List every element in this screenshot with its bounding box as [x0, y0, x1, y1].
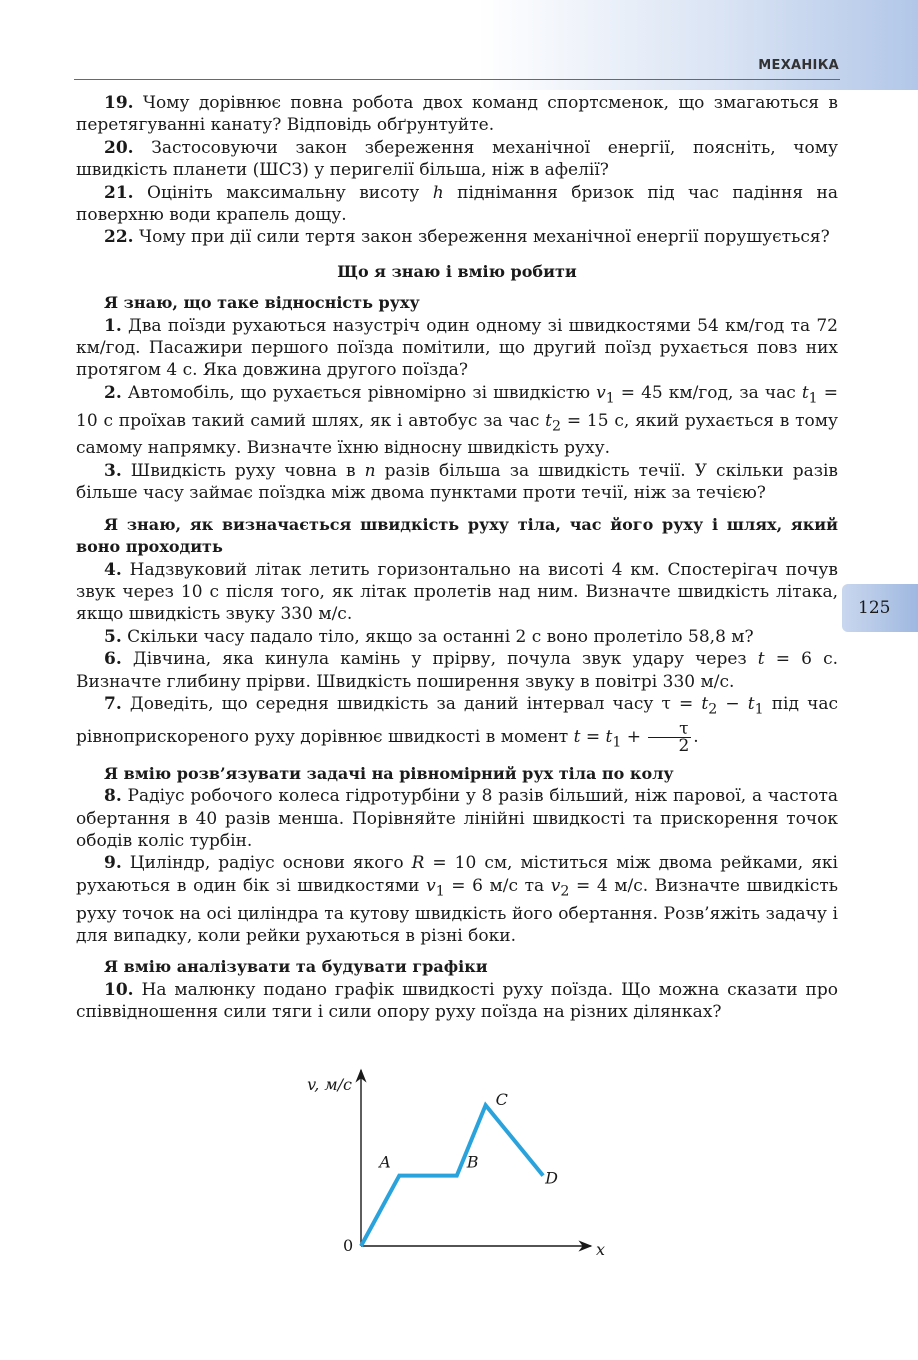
- question-10: 10. На малюнку подано графік швидкості руху поїзда. Що можна сказати про співвідношення сили тяги і сили опору руху поїзда на різних ділянках?: [76, 979, 838, 1023]
- question-19: 19. Чому дорівнює повна робота двох команд спортсменок, що змагаються в перетягуванні канату? Відповідь обґрунтуйте.: [76, 93, 838, 136]
- question-6: 6. Дівчина, яка кинула камінь у прірву, почула звук удару через t = 6 с. Визначте глибину прірви. Швидкість поширення звуку в повітрі 330 м/с.: [76, 649, 838, 692]
- question-4: 4. Надзвуковий літак летить горизонтально на висоті 4 км. Спостерігач почув звук через 10 с після того, як літак пролетів над ним. Визначте швидкість літака, якщо швидкість звуку 330 м/с.: [76, 559, 838, 625]
- velocity-graph: [280, 1062, 620, 1272]
- question-20: 20. Застосовуючи закон збереження механічної енергії, поясніть, чому швидкість планети (ШСЗ) у перигелії більша, ніж в афелії?: [76, 137, 838, 181]
- header-gradient: [478, 0, 918, 90]
- section-heading-circular-motion: Я вмію розв’язувати задачі на рівномірний рух тіла по колу: [104, 763, 674, 783]
- question-7: 7. Доведіть, що середня швидкість за даний інтервал часу $\tau = t_2 - t_1$ під час рівноприскореного руху дорівнює швидкості в момент $t = t_1$ + $\frac{\tau}{2}$ .: [76, 693, 838, 756]
- question-5: 5. Скільки часу падало тіло, якщо за останні 2 с воно пролетіло 58,8 м?: [104, 626, 754, 647]
- question-22: 22. Чому при дії сили тертя закон збереження механічної енергії порушується?: [104, 227, 830, 248]
- x-axis-label: x: [596, 1240, 606, 1259]
- page-number: 125: [858, 598, 891, 618]
- point-label-d: D: [545, 1168, 558, 1188]
- section-heading-graphs: Я вмію аналізувати та будувати графіки: [104, 957, 488, 977]
- page-content: [76, 92, 838, 1024]
- section-heading-relativity: Я знаю, що таке відносність руху: [104, 293, 420, 313]
- question-8: 8. Радіус робочого колеса гідротурбіни у 8 разів більший, ніж парової, а частота обертання в 40 разів менша. Порівняйте лінійні швидкості та прискорення точок ободів коліс турбін.: [76, 786, 838, 851]
- origin-label: 0: [343, 1236, 354, 1255]
- point-labels: [377, 1090, 558, 1187]
- section-title: МЕХАНІКА: [758, 58, 839, 73]
- point-label-b: B: [466, 1152, 479, 1172]
- question-2: 2. Автомобіль, що рухається рівномірно зі швидкістю $v_1 = 45$ км/год, за час $t_1 = 10$ с проїхав такий самий шлях, як і автобус за час $t_2 = 15$ с, який рухається в тому самому напрямку. Визначте їхню відносну швидкість руху.: [76, 382, 839, 459]
- fraction-tau-over-2: $\frac{\tau}{2}$: [648, 721, 691, 754]
- point-label-c: C: [495, 1090, 508, 1110]
- question-21: 21. Оцініть максимальну висоту h піднімання бризок під час падіння на поверхню води крапель дощу.: [76, 182, 838, 226]
- velocity-line: [361, 1105, 543, 1246]
- question-9: 9. Циліндр, радіус основи якого R = 10 см, міститься між двома рейками, які рухаються в один бік зі швидкостями $v_1 = 6$ м/с та $v_2 = 4$ м/с. Визначте швидкість руху точок на осі циліндра та кутову швидкість його обертання. Розв’яжіть задачу і для випадку, коли рейки рухаються в різні боки.: [76, 853, 838, 946]
- y-axis-label: v, м/с: [307, 1075, 352, 1094]
- point-label-a: A: [379, 1152, 391, 1172]
- header-rule: [74, 79, 840, 80]
- section-heading-speed-time-distance: Я знаю, як визначається швидкість руху тіла, час його руху і шлях, який воно проходить: [76, 514, 838, 557]
- main-heading: Що я знаю і вмію робити: [337, 261, 577, 281]
- question-3: 3. Швидкість руху човна в n разів більша за швидкість течії. У скільки разів більше часу займає поїздка між двома пунктами проти течії, ніж за течією?: [76, 460, 838, 504]
- question-1: 1. Два поїзди рухаються назустріч один одному зі швидкостями 54 км/год та 72 км/год. Пасажири першого поїзда помітили, що другий поїзд рухається повз них протягом 4 с. Яка довжина другого поїзда?: [76, 315, 838, 381]
